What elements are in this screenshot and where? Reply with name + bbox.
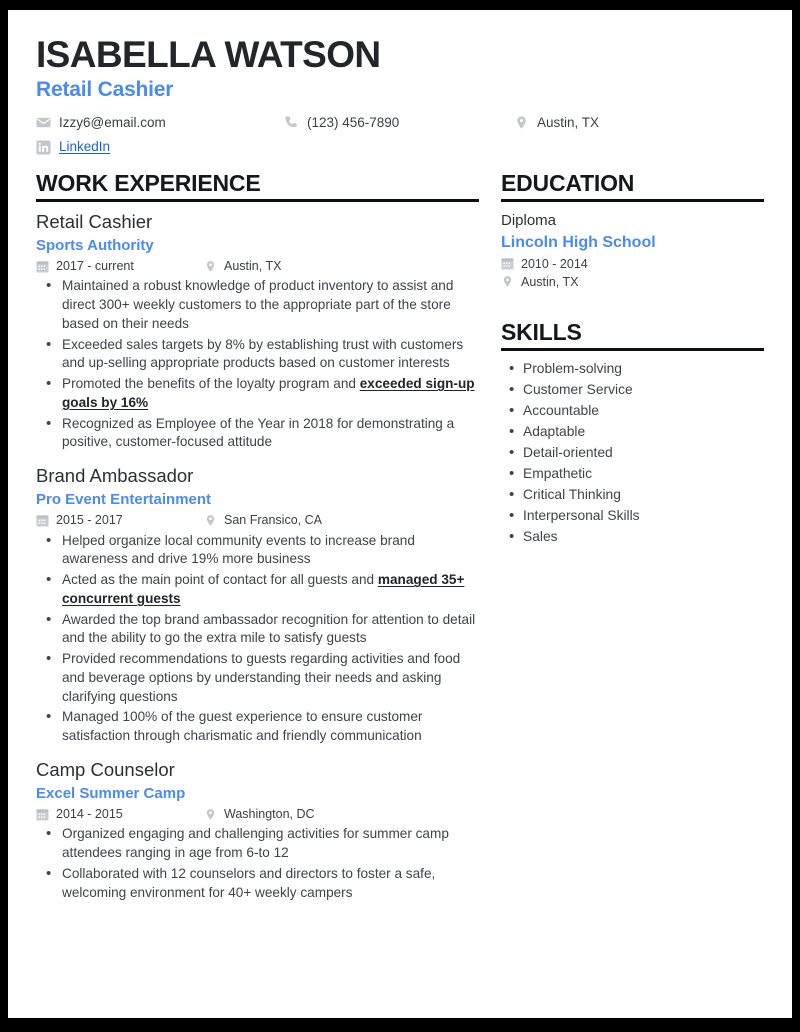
contact-phone	[284, 114, 514, 132]
bullet-item	[40, 375, 479, 413]
experience-dates	[36, 806, 204, 822]
education-dates	[501, 256, 764, 272]
education-entry	[501, 210, 764, 290]
section-work-experience	[36, 170, 479, 903]
skill-item: • Sales	[505, 527, 764, 547]
contact-linkedin[interactable]	[36, 138, 284, 156]
contact-info	[36, 114, 764, 156]
skill-item: • Critical Thinking	[505, 485, 764, 505]
education-school: Lincoln High School	[501, 234, 656, 251]
education-dates-text: 2010 - 2014	[521, 256, 588, 271]
skill-item: • Accountable	[505, 401, 764, 421]
location-pin-icon	[514, 115, 529, 130]
experience-role: Retail Cashier	[36, 211, 153, 232]
bullet-highlight: managed 35+ concurrent guests	[62, 572, 465, 606]
experience-location	[204, 512, 322, 528]
bullet-text: Acted as the main point of contact for all guests and	[62, 572, 378, 588]
section-divider	[501, 199, 764, 202]
contact-location	[514, 114, 734, 132]
experience-bullets	[40, 277, 479, 452]
education-location	[501, 274, 764, 290]
bullet-text: Helped organize local community events to increase brand awareness and drive 19% more business	[62, 532, 415, 567]
bullet-text: Managed 100% of the guest experience to ensure customer satisfaction through charismatic and friendly communication	[62, 709, 423, 744]
section-divider	[501, 348, 764, 351]
experience-dates	[36, 512, 204, 528]
skill-item: • Adaptable	[505, 422, 764, 442]
experience-location-text: San Fransico, CA	[224, 513, 322, 528]
skill-item: • Problem-solving	[505, 359, 764, 379]
contact-linkedin-link[interactable]: LinkedIn	[59, 139, 111, 155]
resume-body	[36, 170, 764, 906]
bullet-item	[40, 825, 479, 863]
skill-item: • Customer Service	[505, 380, 764, 400]
skill-item: • Empathetic	[505, 464, 764, 484]
experience-meta	[36, 512, 479, 528]
experience-bullets	[40, 825, 479, 902]
bullet-item	[40, 277, 479, 333]
resume-header	[36, 34, 764, 156]
experience-role: Camp Counselor	[36, 758, 175, 780]
experience-organization: Excel Summer Camp	[36, 784, 186, 802]
bullet-text: Awarded the top brand ambassador recognition for attention to detail and the ability to go the extra mile to satisfy guests	[62, 611, 476, 646]
contact-email	[36, 114, 284, 132]
bullet-text: Recognized as Employee of the Year in 2018 for demonstrating a positive, customer-focused attitude	[62, 415, 455, 450]
experience-dates-text: 2014 - 2015	[56, 807, 123, 822]
calendar-icon	[36, 808, 49, 821]
experience-entry	[36, 210, 479, 452]
phone-icon	[284, 115, 299, 130]
location-pin-icon	[204, 808, 217, 821]
experience-dates-text: 2017 - current	[56, 259, 134, 274]
resume-page	[8, 10, 792, 1018]
skill-item: • Detail-oriented	[505, 443, 764, 463]
skills-title: SKILLS	[501, 319, 582, 346]
experience-meta	[36, 806, 479, 822]
bullet-item	[40, 650, 479, 706]
work-experience-title: WORK EXPERIENCE	[36, 169, 261, 196]
skill-item: • Interpersonal Skills	[505, 506, 764, 526]
education-location-text: Austin, TX	[521, 274, 579, 289]
section-spacer	[501, 293, 764, 319]
contact-location-text: Austin, TX	[537, 114, 600, 130]
candidate-job-title: Retail Cashier	[36, 78, 174, 102]
experience-location-text: Austin, TX	[224, 259, 282, 274]
education-title: EDUCATION	[501, 169, 635, 196]
calendar-icon	[36, 260, 49, 273]
bullet-item	[40, 532, 479, 570]
left-column	[36, 170, 501, 906]
bullet-item	[40, 611, 479, 649]
experience-entry	[36, 758, 479, 902]
bullet-text: Promoted the benefits of the loyalty program and	[62, 376, 360, 392]
education-degree: Diploma	[501, 212, 557, 229]
section-education	[501, 170, 764, 290]
experience-organization: Sports Authority	[36, 236, 154, 254]
experience-role: Brand Ambassador	[36, 465, 194, 487]
bullet-highlight: exceeded sign-up goals by 16%	[62, 376, 475, 410]
contact-email-text: Izzy6@email.com	[59, 114, 166, 130]
bullet-item	[40, 708, 479, 746]
bullet-text: Provided recommendations to guests regarding activities and food and beverage options by understanding their needs and asking clarifying questions	[62, 651, 461, 704]
contact-phone-text: (123) 456-7890	[307, 114, 400, 130]
experience-location-text: Washington, DC	[224, 807, 315, 822]
section-divider	[36, 199, 479, 202]
bullet-text: Collaborated with 12 counselors and directors to foster a safe, welcoming environment for 40+ weekly campers	[62, 865, 436, 900]
calendar-icon	[501, 257, 514, 270]
location-pin-icon	[204, 514, 217, 527]
location-pin-icon	[204, 260, 217, 273]
experience-entry	[36, 464, 479, 746]
candidate-name: ISABELLA WATSON	[36, 34, 381, 75]
linkedin-icon	[36, 140, 51, 155]
location-pin-icon	[501, 275, 514, 288]
skills-list	[505, 359, 764, 547]
bullet-text: Organized engaging and challenging activities for summer camp attendees ranging in age from 6-to 12	[62, 826, 449, 861]
bullet-text: Exceeded sales targets by 8% by establishing trust with customers and up-selling appropriate products based on customer interests	[62, 336, 464, 371]
right-column	[501, 170, 764, 550]
envelope-icon	[36, 115, 51, 130]
bullet-item	[40, 865, 479, 903]
experience-location	[204, 806, 315, 822]
experience-bullets	[40, 532, 479, 746]
experience-dates-text: 2015 - 2017	[56, 513, 123, 528]
experience-dates	[36, 258, 204, 274]
bullet-text: Maintained a robust knowledge of product inventory to assist and direct 300+ weekly customers to the appropriate part of the store based on their needs	[62, 278, 454, 331]
bullet-item	[40, 571, 479, 609]
experience-organization: Pro Event Entertainment	[36, 491, 212, 509]
calendar-icon	[36, 514, 49, 527]
section-skills	[501, 319, 764, 547]
experience-location	[204, 258, 281, 274]
bullet-item	[40, 336, 479, 374]
bullet-item	[40, 415, 479, 453]
experience-meta	[36, 258, 479, 274]
